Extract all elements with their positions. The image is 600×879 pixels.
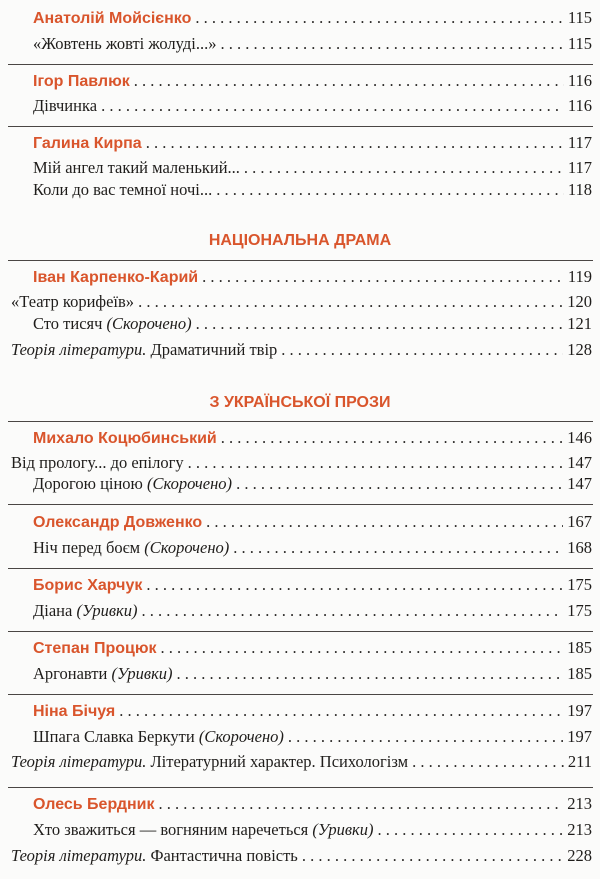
author-name: Ігор Павлюк [33, 73, 130, 90]
author-name: Іван Карпенко-Карий [33, 269, 199, 286]
page-number: 128 [567, 340, 592, 359]
leader-dots [142, 601, 564, 621]
work-title: Від прологу... до епілогу [11, 453, 184, 472]
divider [8, 421, 593, 422]
divider [8, 694, 593, 695]
toc-entry-author[interactable] [33, 8, 592, 29]
toc-entry-work[interactable] [33, 158, 592, 178]
author-name: Михало Коцюбинський [33, 430, 217, 447]
work-note: (Уривки) [111, 664, 173, 683]
leader-dots [146, 575, 563, 595]
toc-entry-author[interactable] [33, 512, 592, 533]
work-note: (Уривки) [76, 601, 138, 620]
work-title: «Жовтень жовті жолуді...» [33, 34, 217, 53]
toc-entry-author[interactable] [33, 133, 592, 154]
page-number: 185 [567, 664, 592, 683]
page-number: 116 [567, 96, 592, 115]
theory-label: Теорія літератури. [11, 846, 147, 865]
page-number: 147 [567, 474, 592, 493]
leader-dots [377, 820, 563, 840]
toc-entry-author[interactable] [33, 794, 592, 815]
work-note: (Скорочено) [106, 314, 192, 333]
toc-entry-theory[interactable] [11, 752, 592, 772]
toc-entry-author[interactable] [33, 428, 592, 449]
leader-dots [188, 453, 564, 473]
leader-dots [412, 752, 564, 772]
work-title: Мій ангел такий маленький... [33, 158, 240, 177]
theory-title: Теорія літератури. Літературний характер. Психологізм [11, 752, 409, 771]
leader-dots [233, 538, 563, 558]
author-name: Галина Кирпа [33, 135, 142, 152]
work-title: Сто тисяч (Скорочено) [33, 314, 192, 333]
leader-dots [220, 34, 563, 54]
page-number: 115 [567, 8, 592, 27]
leader-dots [138, 292, 563, 312]
leader-dots [195, 8, 564, 28]
work-title: Дорогою ціною (Скорочено) [33, 474, 233, 493]
toc-entry-work[interactable] [33, 538, 592, 558]
author-name: Ніна Бічуя [33, 703, 116, 720]
page-number: 121 [567, 314, 592, 333]
leader-dots [281, 340, 563, 360]
page-number: 197 [567, 701, 592, 720]
page-number: 228 [567, 846, 592, 865]
author-name: Степан Процюк [33, 640, 157, 657]
work-title: Діана (Уривки) [33, 601, 138, 620]
page-number: 120 [567, 292, 592, 311]
toc-entry-work[interactable] [33, 727, 592, 747]
toc-entry-work[interactable] [33, 180, 592, 200]
leader-dots [236, 474, 563, 494]
author-name: Анатолій Мойсієнко [33, 10, 192, 27]
author-name: Олесь Бердник [33, 796, 155, 813]
leader-dots [196, 314, 564, 334]
divider [8, 568, 593, 569]
toc-entry-author[interactable] [33, 701, 592, 722]
leader-dots [159, 794, 564, 814]
divider [8, 787, 593, 788]
work-note: (Скорочено) [147, 474, 233, 493]
divider [8, 126, 593, 127]
work-title: «Театр корифеїв» [11, 292, 135, 311]
leader-dots [146, 133, 564, 153]
leader-dots [119, 701, 563, 721]
toc-entry-work[interactable] [33, 601, 592, 621]
toc-entry-theory[interactable] [11, 340, 592, 360]
toc-entry-author[interactable] [33, 575, 592, 596]
theory-title: Теорія літератури. Драматичний твір [11, 340, 278, 359]
leader-dots [134, 71, 564, 91]
toc-entry-author[interactable] [33, 71, 592, 92]
page-number: 117 [567, 133, 592, 152]
toc-entry-work[interactable] [33, 474, 592, 494]
leader-dots [206, 512, 563, 532]
page-number: 213 [567, 794, 592, 813]
work-title: Аргонавти (Уривки) [33, 664, 173, 683]
page-number: 119 [567, 267, 592, 286]
work-note: (Скорочено) [144, 538, 230, 557]
page-number: 213 [567, 820, 592, 839]
page-number: 175 [567, 601, 592, 620]
theory-title: Теорія літератури. Фантастична повість [11, 846, 298, 865]
page-number: 115 [567, 34, 592, 53]
author-name: Олександр Довженко [33, 514, 203, 531]
page-number: 197 [567, 727, 592, 746]
work-note: (Уривки) [312, 820, 374, 839]
page-number: 146 [567, 428, 592, 447]
leader-dots [221, 428, 563, 448]
leader-dots [216, 180, 564, 200]
work-title: Хто зважиться — вогняним наречеться (Уривки) [33, 820, 374, 839]
page-number: 117 [567, 158, 592, 177]
divider [8, 631, 593, 632]
page-number: 116 [567, 71, 592, 90]
theory-label: Теорія літератури. [11, 752, 147, 771]
toc-entry-work[interactable] [33, 820, 592, 840]
leader-dots [202, 267, 564, 287]
page-number: 211 [567, 752, 592, 771]
toc-entry-author[interactable] [33, 267, 592, 288]
leader-dots [288, 727, 563, 747]
work-title: Дівчинка [33, 96, 98, 115]
divider [8, 64, 593, 65]
toc-entry-theory[interactable] [11, 846, 592, 866]
divider [8, 504, 593, 505]
page-number: 167 [567, 512, 592, 531]
work-title: Шпага Славка Беркути (Скорочено) [33, 727, 284, 746]
leader-dots [302, 846, 563, 866]
page-number: 118 [567, 180, 592, 199]
toc-entry-work[interactable] [11, 453, 592, 473]
section-heading: З УКРАЇНСЬКОЇ ПРОЗИ [209, 394, 391, 411]
toc-entry-author[interactable] [33, 638, 592, 659]
page-number: 175 [567, 575, 592, 594]
leader-dots [161, 638, 564, 658]
work-title: Коли до вас темної ночі... [33, 180, 213, 199]
leader-dots [244, 158, 564, 178]
toc-entry-work[interactable] [33, 664, 592, 684]
toc-entry-work[interactable] [33, 34, 592, 54]
toc-entry-work[interactable] [33, 96, 592, 116]
page-number: 147 [567, 453, 592, 472]
leader-dots [101, 96, 564, 116]
work-title: Ніч перед боєм (Скорочено) [33, 538, 230, 557]
author-name: Борис Харчук [33, 577, 143, 594]
page-number: 185 [567, 638, 592, 657]
page-number: 168 [567, 538, 592, 557]
leader-dots [177, 664, 564, 684]
divider [8, 260, 593, 261]
toc-entry-work[interactable] [11, 292, 592, 312]
theory-label: Теорія літератури. [11, 340, 147, 359]
work-note: (Скорочено) [198, 727, 284, 746]
toc-entry-work[interactable] [33, 314, 592, 334]
section-heading: НАЦІОНАЛЬНА ДРАМА [208, 232, 392, 249]
